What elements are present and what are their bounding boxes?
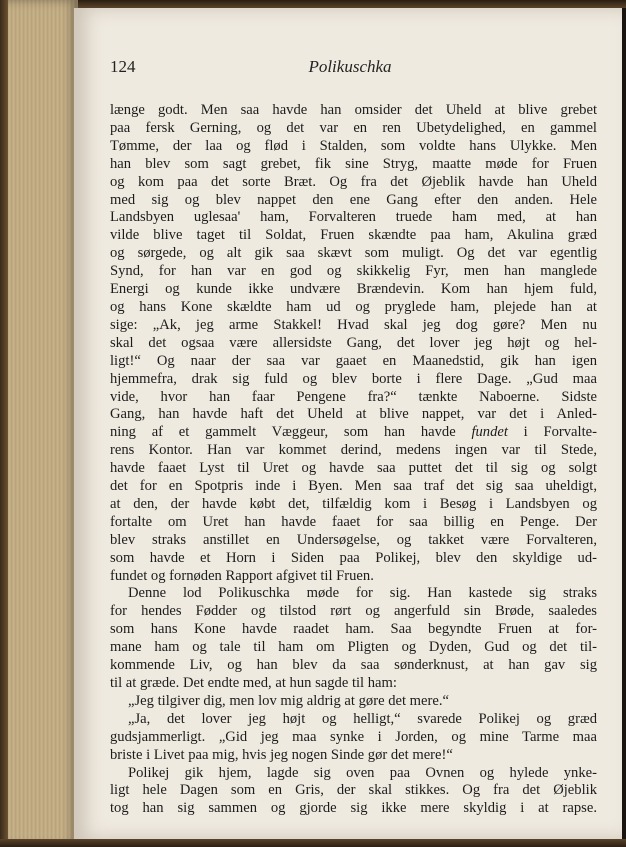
text-line: sige: „Ak, jeg arme Stakkel! Hvad skal jeg dog gøre? Men nu: [110, 316, 597, 333]
text-line: længe godt. Men saa havde han omsider det Uheld at blive grebet: [110, 102, 597, 118]
text-line: Denne lod Polikuschka møde for sig. Han kastede sig straks: [128, 585, 597, 602]
body-text: [110, 102, 597, 818]
text-line: med sig og blev nappet den ene Gang efter den anden. Hele: [110, 191, 597, 208]
text-segment: ning af et gammelt Væggeur, som han havde: [110, 424, 472, 441]
text-line: tog han sig sammen og gjorde sig ikke mere skyldig i at rapse.: [110, 800, 597, 817]
text-line: som hans Kone havde raadet ham. Saa begyndte Fruen at for-: [110, 621, 597, 638]
text-line: Landsbyen uglesaa' ham, Forvalteren truede ham med, at han: [110, 209, 597, 226]
text-line: og hans Kone skældte ham ud og pryglede ham, plejede han at: [110, 298, 597, 315]
text-line: fundet og fornøden Rapport afgivet til Fruen.: [110, 567, 374, 584]
text-line: Gang, han havde haft det Uheld at blive nappet, var det i Anled-: [110, 406, 597, 423]
text-line: blev straks anstillet en Undersøgelse, og takket være Forvalteren,: [110, 531, 597, 548]
text-line: at den, der havde købt det, tilfældig kom i Besøg i Landsbyen og: [110, 495, 597, 512]
text-line: briste i Livet paa mig, hvis jeg nogen Sinde gør det mere!“: [110, 746, 453, 763]
text-line: ligt!“ Og naar der saa var gaaet en Maanedstid, gik han igen: [110, 352, 597, 369]
page-edges: [0, 0, 78, 847]
text-line: mane ham og tale til ham om Pligten og Dyden, Gud og det til-: [110, 639, 597, 656]
text-line: og kom paa det sorte Bræt. Og fra det Øjeblik havde han Uheld: [110, 173, 597, 190]
text-line: og sørgede, og alt gik saa skævt som muligt. Og det var egentlig: [110, 245, 597, 262]
text-line: [110, 424, 597, 442]
text-line: Energi og kunde ikke undvære Brændevin. Kom han hjem fuld,: [110, 281, 597, 298]
text-line: hjemmefra, drak sig fuld og blev borte i flere Dage. „Gud maa: [110, 370, 597, 387]
text-line: „Ja, det lover jeg højt og helligt,“ svarede Polikej og græd: [128, 710, 597, 727]
book-top-edge: [0, 0, 626, 8]
page-header: [110, 57, 590, 77]
text-line: gudsjammerligt. „Gid jeg maa synke i Jorden, og mine Tarme maa: [110, 728, 597, 745]
text-line: paa fersk Gerning, og det var en ren Ubetydelighed, en gammel: [110, 119, 597, 136]
text-line: det for en Spotpris inde i Byen. Men saa traf det sig saa uheldigt,: [110, 478, 597, 495]
text-line: „Jeg tilgiver dig, men lov mig aldrig at gøre det mere.“: [128, 692, 449, 709]
emphasis-text: fundet: [471, 424, 508, 441]
text-line: til at græde. Det endte med, at hun sagde til ham:: [110, 675, 397, 691]
text-line: vilde blive taget til Soldat, Fruen skændte paa ham, Akulina græd: [110, 227, 597, 244]
text-line: Polikej gik hjem, lagde sig oven paa Ovnen og hylede ynke-: [128, 764, 597, 781]
book-bottom-edge: [0, 839, 626, 847]
text-line: kommende Liv, og han blev da saa sønderknust, at han gav sig: [110, 657, 597, 674]
text-line: som havde et Horn i Siden paa Polikej, blev den skyldige ud-: [110, 549, 597, 566]
text-line: vide, hvor han faar Pengene fra?“ tænkte Naboerne. Sidste: [110, 388, 597, 405]
text-line: for hendes Fødder og tilstod rørt og angerfuld sin Brøde, saaledes: [110, 603, 597, 620]
text-line: havde faaet Lyst til Uret og havde saa puttet det til sig og solgt: [110, 460, 597, 477]
running-title: Polikuschka: [308, 57, 392, 76]
text-line: rens Kontor. Han var kommet derind, medens ingen var til Stede,: [110, 442, 597, 459]
text-line: skal det ogsaa være allersidste Gang, det lover jeg højt og hel-: [110, 334, 597, 351]
text-line: ligt hele Dagen som en Gris, der skal stikkes. Og fra det Øjeblik: [110, 782, 597, 799]
text-segment: i Forvalte-: [507, 424, 597, 441]
text-line: fortalte om Uret han havde faaet for saa billig en Penge. Der: [110, 513, 597, 530]
text-line: Synd, for han var en god og skikkelig Fyr, men han manglede: [110, 263, 597, 280]
text-line: Tømme, der laa og flød i Stalden, som voldte hans Ulykke. Men: [110, 137, 597, 154]
text-line: han blev som sagt grebet, fik sine Stryg, maatte møde for Fruen: [110, 155, 597, 172]
page-number: 124: [110, 57, 136, 76]
